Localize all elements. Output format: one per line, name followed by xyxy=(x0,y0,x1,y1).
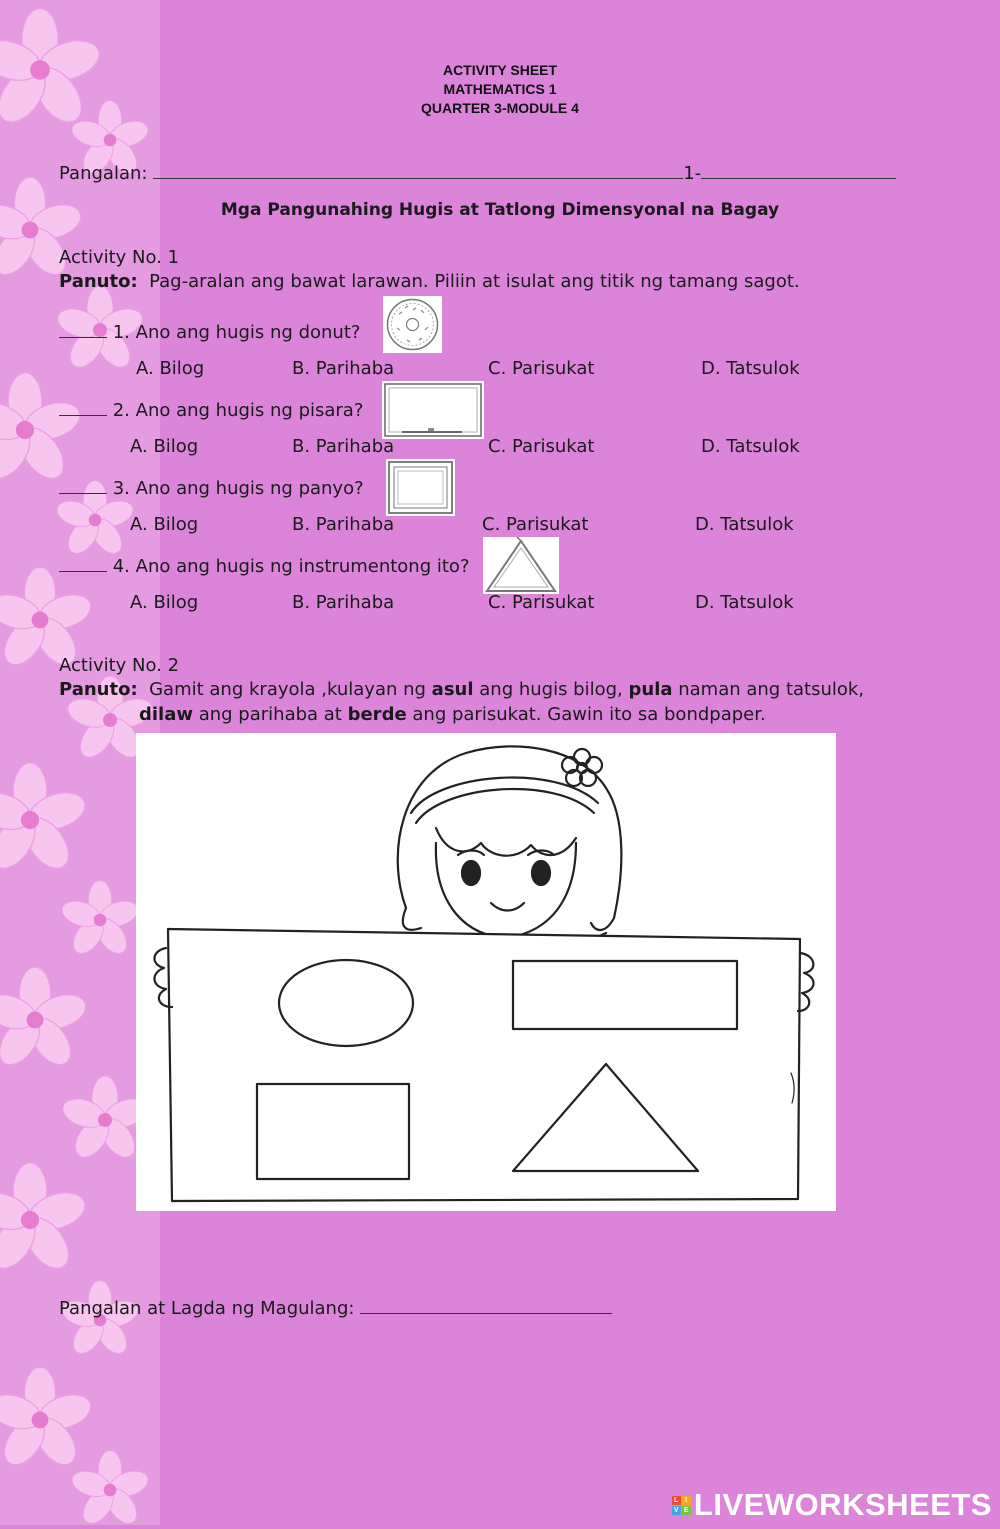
parent-signature-row xyxy=(59,1295,612,1319)
activity1-instructions xyxy=(59,271,800,292)
question-1-text: 1. Ano ang hugis ng donut? xyxy=(112,322,361,343)
liveworksheets-logo-text: LIVEWORKSHEETS xyxy=(693,1487,992,1522)
instr-text-3: naman ang tatsulok, xyxy=(672,679,865,700)
q3-option-b[interactable]: B. Parihaba xyxy=(292,514,395,535)
q3-option-c[interactable]: C. Parisukat xyxy=(482,514,589,535)
q1-option-b[interactable]: B. Parihaba xyxy=(292,358,395,379)
panuto-text: Pag-aralan ang bawat larawan. Piliin at isulat ang titik ng tamang sagot. xyxy=(149,271,800,292)
name-label: Pangalan: xyxy=(59,163,148,184)
sheet-header-line3: QUARTER 3-MODULE 4 xyxy=(421,100,579,116)
question-3 xyxy=(59,475,364,499)
instr-text-1: Gamit ang krayola ,kulayan ng xyxy=(149,679,432,700)
liveworksheets-mark-icon: L I V E xyxy=(673,1496,689,1514)
sheet-header-line2: MATHEMATICS 1 xyxy=(443,81,557,97)
q3-option-a[interactable]: A. Bilog xyxy=(130,514,199,535)
page-title: Mga Pangunahing Hugis at Tatlong Dimensyonal na Bagay xyxy=(220,200,780,220)
q1-option-c[interactable]: C. Parisukat xyxy=(488,358,595,379)
q2-option-c[interactable]: C. Parisukat xyxy=(488,436,595,457)
answer-blank-1[interactable] xyxy=(59,319,107,338)
color-word-berde: berde xyxy=(347,704,407,725)
question-1 xyxy=(59,319,360,343)
q3-option-d[interactable]: D. Tatsulok xyxy=(695,514,794,535)
parent-signature-label: Pangalan at Lagda ng Magulang: xyxy=(59,1298,355,1319)
question-3-text: 3. Ano ang hugis ng panyo? xyxy=(112,478,364,499)
blackboard-icon xyxy=(382,381,484,439)
girl-holding-shapes-illustration xyxy=(136,733,836,1211)
donut-icon xyxy=(383,296,442,353)
q4-option-b[interactable]: B. Parihaba xyxy=(292,592,395,613)
section-blank[interactable] xyxy=(701,160,896,179)
color-word-dilaw: dilaw xyxy=(139,704,193,725)
activity2-heading: Activity No. 2 xyxy=(59,655,180,676)
liveworksheets-logo xyxy=(672,1487,992,1523)
name-blank[interactable] xyxy=(153,160,683,179)
activity2-instructions-line1 xyxy=(59,679,864,700)
color-word-pula: pula xyxy=(628,679,673,700)
q4-option-d[interactable]: D. Tatsulok xyxy=(695,592,794,613)
q2-option-a[interactable]: A. Bilog xyxy=(130,436,199,457)
answer-blank-3[interactable] xyxy=(59,475,107,494)
panuto-label: Panuto: xyxy=(59,271,138,292)
q1-option-d[interactable]: D. Tatsulok xyxy=(701,358,800,379)
handkerchief-icon xyxy=(386,459,455,516)
activity2-instructions-line2 xyxy=(139,704,766,725)
answer-blank-4[interactable] xyxy=(59,553,107,572)
activity1-heading: Activity No. 1 xyxy=(59,247,180,268)
answer-blank-2[interactable] xyxy=(59,397,107,416)
color-word-asul: asul xyxy=(431,679,474,700)
instr-text-2: ang hugis bilog, xyxy=(473,679,629,700)
section-label: 1- xyxy=(683,163,702,184)
question-2-text: 2. Ano ang hugis ng pisara? xyxy=(112,400,364,421)
q4-option-c[interactable]: C. Parisukat xyxy=(488,592,595,613)
q1-option-a[interactable]: A. Bilog xyxy=(136,358,205,379)
instr-text-5: ang parisukat. Gawin ito sa bondpaper. xyxy=(406,704,766,725)
q2-option-d[interactable]: D. Tatsulok xyxy=(701,436,800,457)
panuto-label-2: Panuto: xyxy=(59,679,138,700)
q4-option-a[interactable]: A. Bilog xyxy=(130,592,199,613)
question-4 xyxy=(59,553,470,577)
sheet-header-line1: ACTIVITY SHEET xyxy=(442,62,558,78)
question-4-text: 4. Ano ang hugis ng instrumentong ito? xyxy=(112,556,470,577)
triangle-instrument-icon xyxy=(483,537,559,594)
hair-flower-icon xyxy=(562,749,602,786)
q2-option-b[interactable]: B. Parihaba xyxy=(292,436,395,457)
parent-signature-blank[interactable] xyxy=(360,1295,612,1314)
name-row xyxy=(59,160,896,184)
question-2 xyxy=(59,397,363,421)
instr-text-4: ang parihaba at xyxy=(193,704,348,725)
